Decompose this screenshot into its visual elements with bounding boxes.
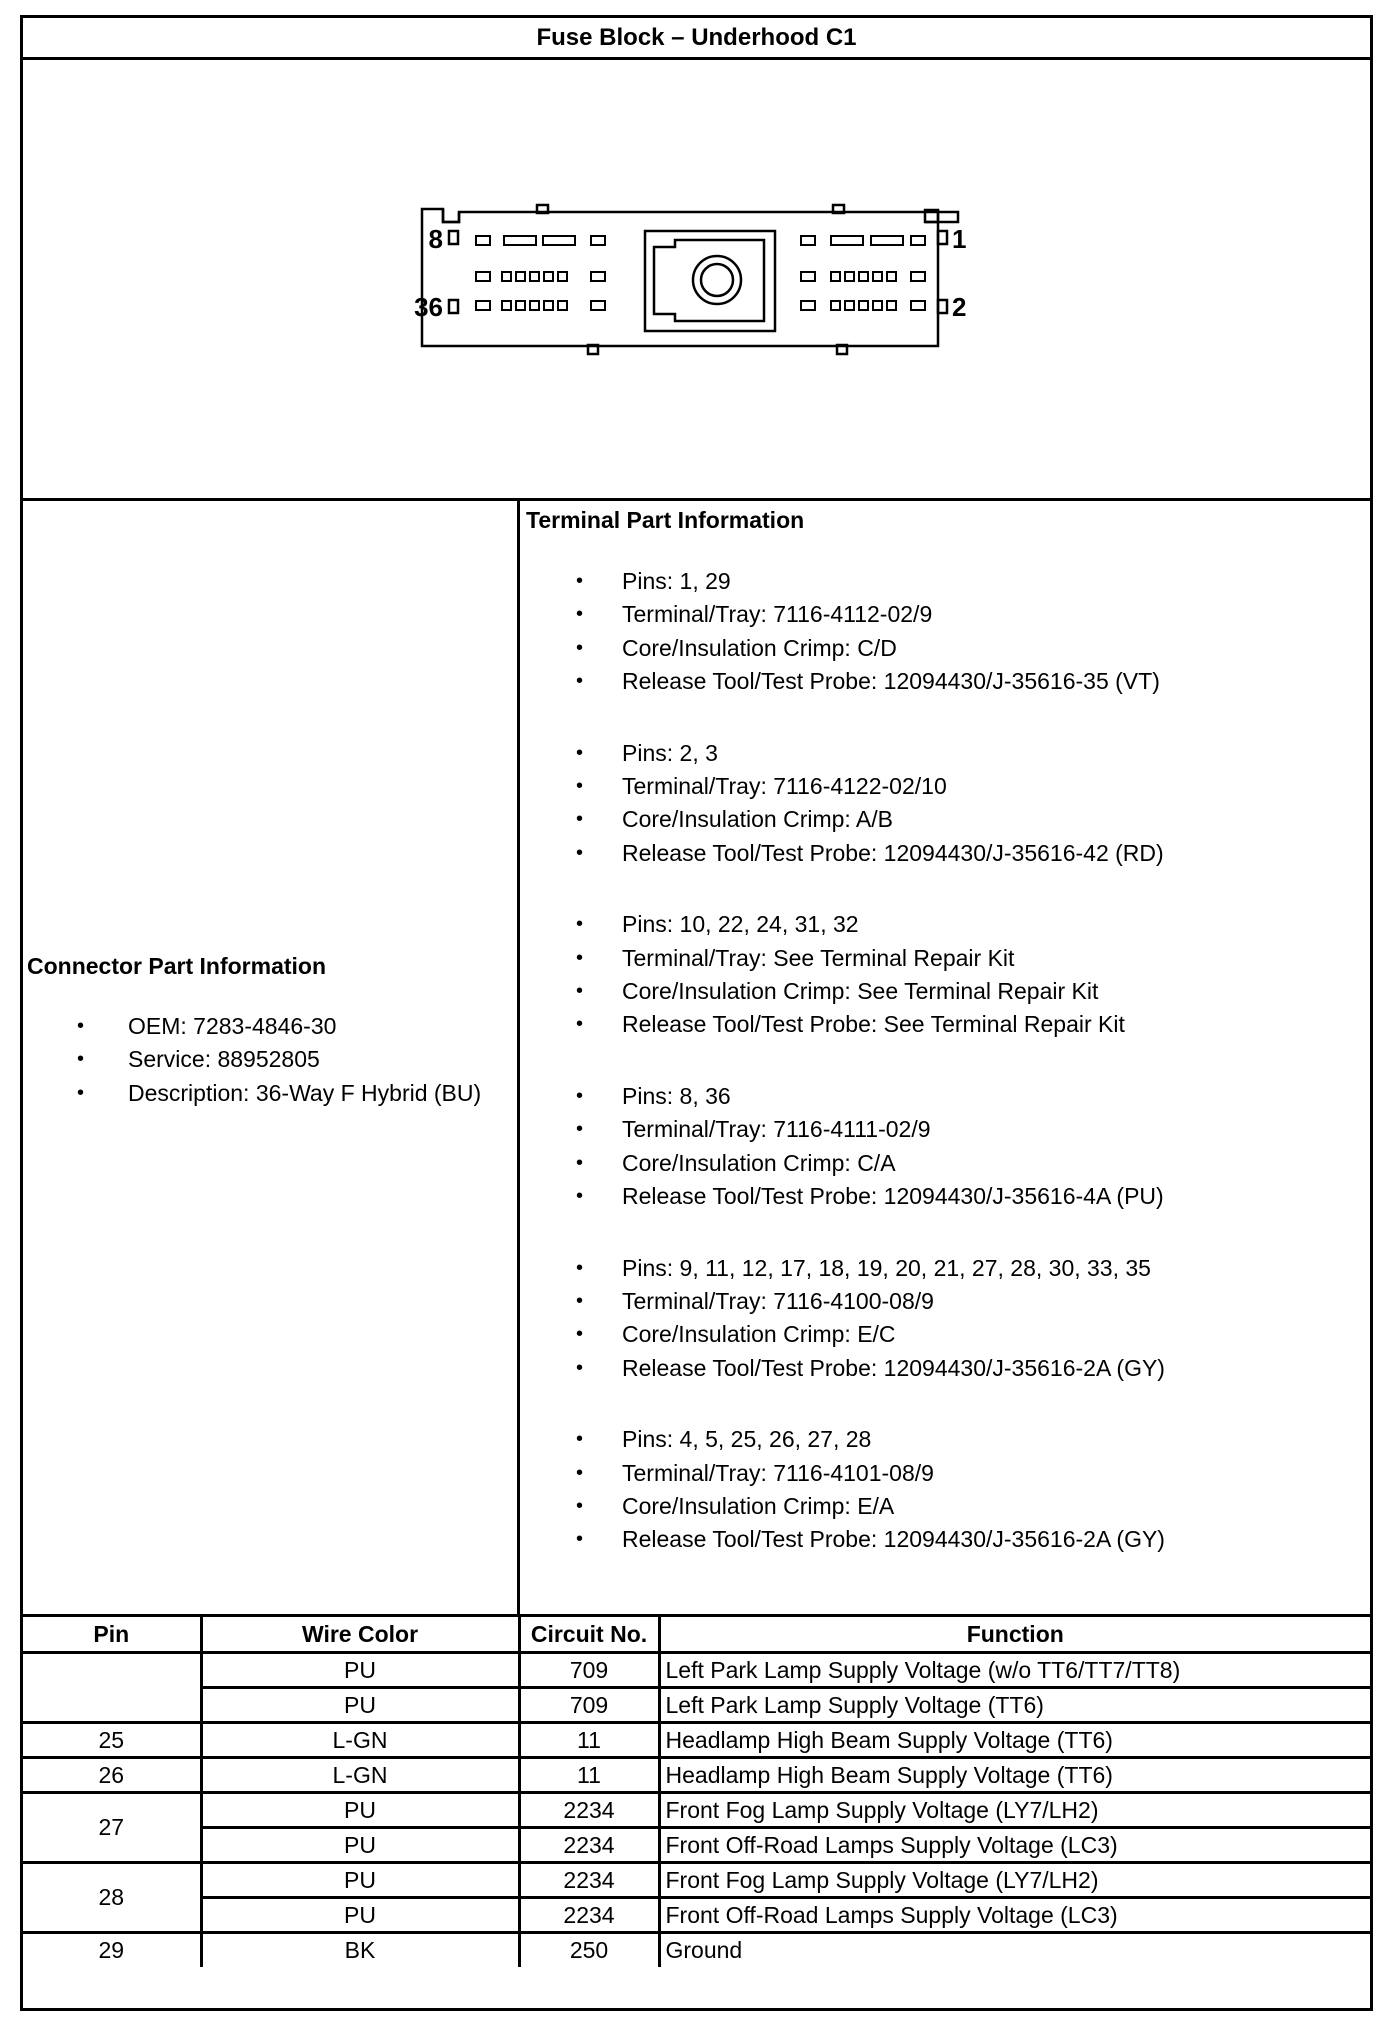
circuit-cell: 11 — [519, 1722, 659, 1757]
terminal-pins: • Pins: 1, 29 — [526, 565, 1366, 598]
table-row — [23, 1652, 1370, 1687]
table-row — [23, 1757, 1370, 1792]
connector-face-drawing — [23, 60, 1370, 501]
terminal-tray: • Terminal/Tray: 7116-4112-02/9 — [526, 598, 1366, 631]
terminal-group — [526, 1423, 1366, 1557]
pin-cell: 26 — [23, 1757, 201, 1792]
wire-color-cell: PU — [201, 1897, 519, 1932]
part-information — [23, 501, 1370, 1617]
table-row — [23, 1827, 1370, 1862]
table-row — [23, 1932, 1370, 1967]
terminal-crimp: • Core/Insulation Crimp: C/D — [526, 632, 1366, 665]
function-cell: Front Off-Road Lamps Supply Voltage (LC3) — [659, 1827, 1370, 1862]
connector-part-info — [23, 501, 520, 1614]
terminal-tray: • Terminal/Tray: 7116-4101-08/9 — [526, 1457, 1366, 1490]
terminal-group — [526, 1252, 1366, 1386]
table-row — [23, 1722, 1370, 1757]
terminal-crimp: • Core/Insulation Crimp: E/A — [526, 1490, 1366, 1523]
terminal-release-tool: • Release Tool/Test Probe: See Terminal Repair Kit — [526, 1008, 1366, 1041]
terminal-release-tool: • Release Tool/Test Probe: 12094430/J-35616-4A (PU) — [526, 1180, 1366, 1213]
terminal-pins: • Pins: 4, 5, 25, 26, 27, 28 — [526, 1423, 1366, 1456]
wire-color-cell: PU — [201, 1792, 519, 1827]
connector-oem: • OEM: 7283-4846-30 — [27, 1010, 517, 1043]
table-row — [23, 1792, 1370, 1827]
terminal-part-info — [520, 501, 1370, 1614]
terminal-group — [526, 908, 1366, 1042]
function-cell: Ground — [659, 1932, 1370, 1967]
connector-heading: Connector Part Information — [27, 953, 327, 979]
pin-cell — [23, 1652, 201, 1722]
terminal-release-tool: • Release Tool/Test Probe: 12094430/J-35616-2A (GY) — [526, 1523, 1366, 1556]
terminal-heading: Terminal Part Information — [526, 507, 805, 533]
terminal-group — [526, 1080, 1366, 1214]
wire-color-cell: PU — [201, 1652, 519, 1687]
function-cell: Front Fog Lamp Supply Voltage (LY7/LH2) — [659, 1862, 1370, 1897]
pin-label-2: 2 — [952, 292, 967, 322]
circuit-cell: 2234 — [519, 1862, 659, 1897]
document-page — [20, 15, 1373, 2011]
pin-label-1: 1 — [952, 224, 967, 254]
function-cell: Left Park Lamp Supply Voltage (TT6) — [659, 1687, 1370, 1722]
header-circuit: Circuit No. — [519, 1617, 659, 1652]
terminal-pins: • Pins: 8, 36 — [526, 1080, 1366, 1113]
wire-color-cell: L-GN — [201, 1722, 519, 1757]
function-cell: Front Fog Lamp Supply Voltage (LY7/LH2) — [659, 1792, 1370, 1827]
table-row — [23, 1687, 1370, 1722]
terminal-crimp: • Core/Insulation Crimp: See Terminal Repair Kit — [526, 975, 1366, 1008]
terminal-release-tool: • Release Tool/Test Probe: 12094430/J-35616-35 (VT) — [526, 665, 1366, 698]
wire-color-cell: BK — [201, 1932, 519, 1967]
terminal-pins: • Pins: 2, 3 — [526, 737, 1366, 770]
terminal-crimp: • Core/Insulation Crimp: A/B — [526, 803, 1366, 836]
page-title: Fuse Block – Underhood C1 — [23, 18, 1370, 60]
header-function: Function — [659, 1617, 1370, 1652]
terminal-group — [526, 737, 1366, 871]
table-header-row — [23, 1617, 1370, 1652]
connector-list — [27, 1010, 517, 1110]
circuit-cell: 250 — [519, 1932, 659, 1967]
function-cell: Headlamp High Beam Supply Voltage (TT6) — [659, 1722, 1370, 1757]
connector-service: • Service: 88952805 — [27, 1043, 517, 1076]
terminal-tray: • Terminal/Tray: 7116-4100-08/9 — [526, 1285, 1366, 1318]
terminal-release-tool: • Release Tool/Test Probe: 12094430/J-35616-42 (RD) — [526, 837, 1366, 870]
pin-assignment-table — [23, 1617, 1370, 1967]
pin-label-8: 8 — [428, 224, 443, 254]
circuit-cell: 709 — [519, 1687, 659, 1722]
header-wire-color: Wire Color — [201, 1617, 519, 1652]
terminal-tray: • Terminal/Tray: See Terminal Repair Kit — [526, 942, 1366, 975]
terminal-tray: • Terminal/Tray: 7116-4122-02/10 — [526, 770, 1366, 803]
terminal-release-tool: • Release Tool/Test Probe: 12094430/J-35616-2A (GY) — [526, 1352, 1366, 1385]
pin-label-36: 36 — [414, 292, 443, 322]
terminal-pins: • Pins: 10, 22, 24, 31, 32 — [526, 908, 1366, 941]
wire-color-cell: L-GN — [201, 1757, 519, 1792]
circuit-cell: 11 — [519, 1757, 659, 1792]
pin-cell: 29 — [23, 1932, 201, 1967]
function-cell: Left Park Lamp Supply Voltage (w/o TT6/TT7/TT8) — [659, 1652, 1370, 1687]
terminal-crimp: • Core/Insulation Crimp: E/C — [526, 1318, 1366, 1351]
wire-color-cell: PU — [201, 1687, 519, 1722]
wire-color-cell: PU — [201, 1827, 519, 1862]
wire-color-cell: PU — [201, 1862, 519, 1897]
terminal-tray: • Terminal/Tray: 7116-4111-02/9 — [526, 1113, 1366, 1146]
circuit-cell: 2234 — [519, 1897, 659, 1932]
connector-diagram — [23, 60, 1370, 501]
terminal-crimp: • Core/Insulation Crimp: C/A — [526, 1147, 1366, 1180]
pin-cell: 25 — [23, 1722, 201, 1757]
header-pin: Pin — [23, 1617, 201, 1652]
terminal-group — [526, 565, 1366, 699]
terminal-pins: • Pins: 9, 11, 12, 17, 18, 19, 20, 21, 27, 28, 30, 33, 35 — [526, 1252, 1366, 1285]
circuit-cell: 709 — [519, 1652, 659, 1687]
circuit-cell: 2234 — [519, 1827, 659, 1862]
pin-cell: 27 — [23, 1792, 201, 1862]
table-row — [23, 1897, 1370, 1932]
circuit-cell: 2234 — [519, 1792, 659, 1827]
connector-description: • Description: 36-Way F Hybrid (BU) — [27, 1077, 517, 1110]
pin-cell: 28 — [23, 1862, 201, 1932]
function-cell: Front Off-Road Lamps Supply Voltage (LC3) — [659, 1897, 1370, 1932]
table-row — [23, 1862, 1370, 1897]
function-cell: Headlamp High Beam Supply Voltage (TT6) — [659, 1757, 1370, 1792]
